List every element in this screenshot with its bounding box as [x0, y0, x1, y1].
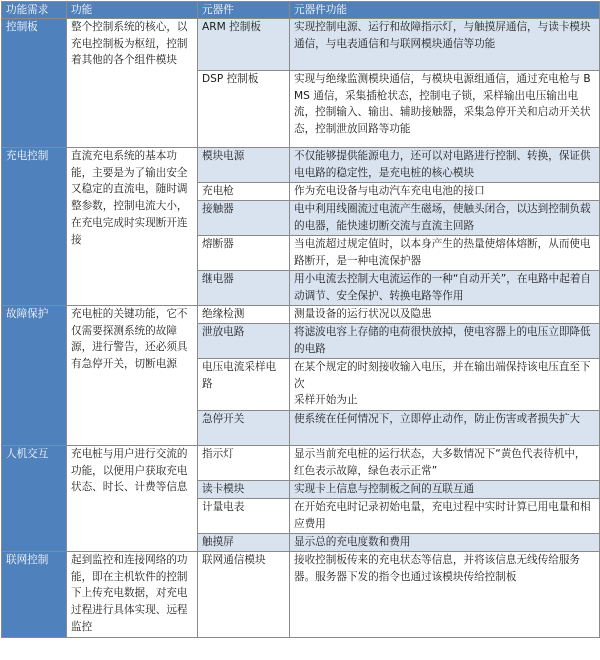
category-cell-charging-control: 充电控制 — [2, 148, 67, 306]
table-row — [2, 446, 600, 481]
component-cell: 联网通信模块 — [198, 552, 290, 638]
component-function-cell: 用小电流去控制大电流运作的一种“自动开关”，在电路中起着自动调节、安全保护、转换电路等作用 — [290, 271, 600, 306]
header-requirement: 功能需求 — [2, 2, 67, 19]
description-cell-hmi: 充电桩与用户进行交流的功能，以便用户获取充电状态、时长、计费等信息 — [67, 446, 198, 552]
category-cell-hmi: 人机交互 — [2, 446, 67, 552]
component-cell: 读卡模块 — [198, 481, 290, 499]
description-cell-fault-protection: 充电桩的关键功能，它不仅需要探测系统的故障源，进行警告，还必须具有急停开关，切断电源 — [67, 306, 198, 446]
component-cell: 急停开关 — [198, 411, 290, 446]
component-cell: ARM 控制板 — [198, 19, 290, 71]
component-cell: 绝缘检测 — [198, 306, 290, 324]
component-function-cell: 测量设备的运行状况以及隐患 — [290, 306, 600, 324]
description-cell-charging-control: 直流充电系统的基本功能，主要是为了输出安全又稳定的直流电，随时调整参数，控制电流大小，在充电完成时实现断开连接 — [67, 148, 198, 306]
component-function-cell: 在某个规定的时刻接收输入电压，并在输出端保持该电压直至下次 采样开始为止 — [290, 359, 600, 411]
component-function-cell: 接收控制板传来的充电状态等信息，并将该信息无线传给服务器。服务器下发的指令也通过该模块传给控制板 — [290, 552, 600, 638]
table-header — [2, 2, 600, 19]
component-function-cell: 实现控制电源、运行和故障指示灯，与触摸屏通信，与读卡模块通信，与电表通信和与联网模块通信等功能 — [290, 19, 600, 71]
component-function-cell: 显示当前充电桩的运行状态，大多数情况下“黄色代表待机中，红色表示故障，绿色表示正常” — [290, 446, 600, 481]
table-row — [2, 19, 600, 71]
charging-pile-function-table — [1, 1, 600, 638]
category-cell-fault-protection: 故障保护 — [2, 306, 67, 446]
component-cell: 触摸屏 — [198, 534, 290, 552]
header-function: 功能 — [67, 2, 198, 19]
component-function-cell: 实现卡上信息与控制板之间的互联互通 — [290, 481, 600, 499]
component-cell: 接触器 — [198, 201, 290, 236]
table-body — [2, 19, 600, 638]
component-function-cell: 作为充电设备与电动汽车充电电池的接口 — [290, 183, 600, 201]
component-cell: 充电枪 — [198, 183, 290, 201]
component-function-cell: 实现与绝缘监测模块通信，与模块电源组通信，通过充电枪与 BMS 通信，采集插枪状态，控制电子锁，采样输出电压输出电流，控制输入、输出、辅助接触器，采集急停开关和启动开关状态，控制泄放回路等功能 — [290, 71, 600, 148]
component-function-cell: 使系统在任何情况下，立即停止动作，防止伤害或者损失扩大 — [290, 411, 600, 446]
table-row — [2, 148, 600, 183]
description-cell-control-board: 整个控制系统的核心，以充电控制板为枢纽，控制着其他的各个组件模块 — [67, 19, 198, 148]
component-function-cell: 将滤波电容上存储的电荷很快放掉，使电容器上的电压立即降低的电路 — [290, 324, 600, 359]
component-function-cell: 显示总的充电度数和费用 — [290, 534, 600, 552]
category-cell-network-control: 联网控制 — [2, 552, 67, 638]
component-cell: 模块电源 — [198, 148, 290, 183]
component-function-cell: 当电流超过规定值时，以本身产生的热量使熔体熔断，从而使电路断开，是一种电流保护器 — [290, 236, 600, 271]
component-cell: 电压电流采样电 路 — [198, 359, 290, 411]
component-cell: 计量电表 — [198, 499, 290, 534]
table-row — [2, 306, 600, 324]
component-function-cell: 不仅能够提供能源电力，还可以对电路进行控制、转换，保证供电电路的稳定性，是充电桩的核心模块 — [290, 148, 600, 183]
table-row — [2, 552, 600, 638]
description-cell-network-control: 起到监控和连接网络的功能，即在主机软件的控制下上传充电数据，对充电过程进行具体实现、远程监控 — [67, 552, 198, 638]
header-component-function: 元器件功能 — [290, 2, 600, 19]
component-function-cell: 电中利用线圈流过电流产生磁场，使触头闭合，以达到控制负载的电器，能快速切断交流与直流主回路 — [290, 201, 600, 236]
component-cell: 泄放电路 — [198, 324, 290, 359]
component-cell: 指示灯 — [198, 446, 290, 481]
component-cell: 熔断器 — [198, 236, 290, 271]
header-component: 元器件 — [198, 2, 290, 19]
component-cell: 继电器 — [198, 271, 290, 306]
component-function-cell: 在开始充电时记录初始电量，充电过程中实时计算已用电量和相应费用 — [290, 499, 600, 534]
header-row — [2, 2, 600, 19]
component-cell: DSP 控制板 — [198, 71, 290, 148]
category-cell-control-board: 控制板 — [2, 19, 67, 148]
